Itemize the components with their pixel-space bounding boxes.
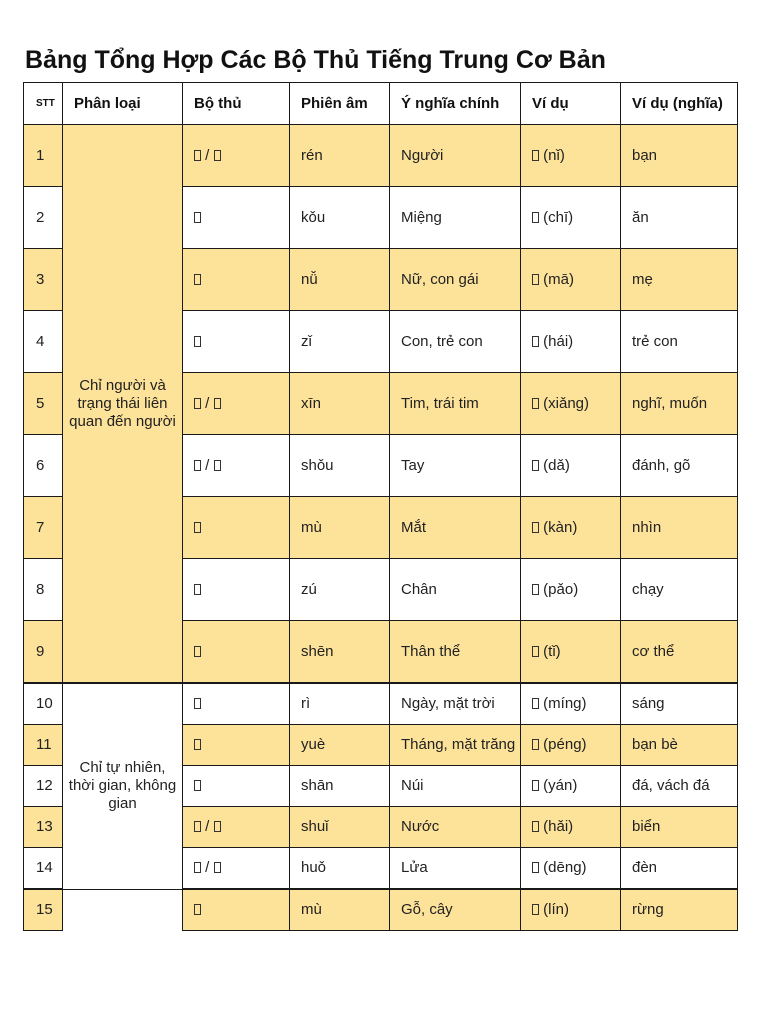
meaning-value: Gỗ, cây: [401, 901, 453, 918]
stt-value: 5: [36, 394, 45, 412]
example-pinyin: (chī): [539, 208, 574, 226]
missing-glyph-icon: [532, 274, 539, 285]
stt-cell: [24, 497, 63, 559]
example-cell: [521, 125, 621, 187]
example-pinyin: (mā): [539, 270, 574, 288]
example-pinyin: (xiǎng): [539, 394, 590, 412]
missing-glyph-icon: [532, 862, 539, 873]
stt-value: 15: [36, 901, 53, 918]
missing-glyph-icon: [194, 584, 201, 595]
radical-cell: [183, 725, 290, 766]
pinyin-cell: [290, 766, 390, 807]
missing-glyph-icon: [214, 821, 221, 832]
example-pinyin: (hái): [539, 332, 574, 350]
stt-value: 7: [36, 518, 45, 536]
stt-value: 14: [36, 859, 53, 876]
example-meaning-cell: [621, 311, 738, 373]
missing-glyph-icon: [194, 862, 201, 873]
meaning-cell: [390, 725, 521, 766]
example-meaning-cell: [621, 621, 738, 684]
column-header-category: Phân loại: [63, 83, 183, 125]
stt-value: 11: [36, 736, 52, 753]
example-meaning-cell: [621, 766, 738, 807]
example-pinyin: (yán): [539, 777, 578, 794]
meaning-value: Tay: [401, 456, 425, 474]
radical-cell: [183, 497, 290, 559]
stt-cell: [24, 125, 63, 187]
meaning-value: Miệng: [401, 208, 442, 226]
meaning-value: Ngày, mặt trời: [401, 695, 495, 712]
missing-glyph-icon: [532, 212, 539, 223]
stt-value: 10: [36, 695, 53, 712]
missing-glyph-icon: [194, 904, 201, 915]
stt-cell: [24, 187, 63, 249]
example-meaning-value: rừng: [632, 901, 664, 918]
pinyin-value: shān: [301, 777, 334, 794]
example-pinyin: (dǎ): [539, 456, 570, 474]
stt-value: 3: [36, 270, 45, 288]
missing-glyph-icon: [214, 862, 221, 873]
radical-cell: [183, 848, 290, 890]
pinyin-cell: [290, 311, 390, 373]
missing-glyph-icon: [532, 821, 539, 832]
radical-cell: [183, 435, 290, 497]
example-meaning-cell: [621, 497, 738, 559]
column-header-stt: STT: [24, 83, 63, 125]
example-pinyin: (míng): [539, 695, 587, 712]
example-meaning-cell: [621, 848, 738, 890]
stt-cell: [24, 683, 63, 725]
header-row: [24, 83, 738, 125]
stt-cell: [24, 249, 63, 311]
example-meaning-value: đánh, gõ: [632, 456, 691, 474]
stt-cell: [24, 435, 63, 497]
example-meaning-cell: [621, 807, 738, 848]
meaning-cell: [390, 559, 521, 621]
pinyin-cell: [290, 848, 390, 890]
stt-value: 1: [36, 146, 45, 164]
example-meaning-cell: [621, 889, 738, 931]
example-cell: [521, 725, 621, 766]
radical-cell: [183, 249, 290, 311]
example-meaning-cell: [621, 725, 738, 766]
table-body: [24, 125, 738, 931]
missing-glyph-icon: [532, 904, 539, 915]
meaning-value: Nước: [401, 818, 440, 835]
example-cell: [521, 435, 621, 497]
column-header-radical: Bộ thủ: [183, 83, 290, 125]
pinyin-value: rén: [301, 146, 323, 164]
missing-glyph-icon: [194, 398, 201, 409]
meaning-value: Tháng, mặt trăng: [401, 736, 516, 753]
example-meaning-cell: [621, 559, 738, 621]
table-row: [24, 889, 738, 931]
meaning-cell: [390, 683, 521, 725]
example-meaning-cell: [621, 187, 738, 249]
meaning-value: Chân: [401, 580, 437, 598]
stt-value: 12: [36, 777, 53, 794]
pinyin-value: mù: [301, 901, 322, 918]
missing-glyph-icon: [532, 336, 539, 347]
missing-glyph-icon: [532, 522, 539, 533]
example-meaning-value: đèn: [632, 859, 658, 876]
meaning-cell: [390, 249, 521, 311]
example-cell: [521, 373, 621, 435]
radical-cell: [183, 125, 290, 187]
page-title: Bảng Tổng Hợp Các Bộ Thủ Tiếng Trung Cơ Bản: [25, 46, 606, 74]
meaning-cell: [390, 497, 521, 559]
stt-cell: [24, 807, 63, 848]
missing-glyph-icon: [194, 212, 201, 223]
radical-cell: [183, 187, 290, 249]
stt-value: 6: [36, 456, 45, 474]
pinyin-value: rì: [301, 695, 311, 712]
example-pinyin: (hǎi): [539, 818, 574, 835]
radical-cell: [183, 766, 290, 807]
missing-glyph-icon: [194, 646, 201, 657]
category-cell: Chỉ người và trạng thái liên quan đến người: [63, 125, 183, 684]
stt-value: 13: [36, 818, 53, 835]
radical-cell: [183, 683, 290, 725]
example-pinyin: (tǐ): [539, 642, 561, 660]
pinyin-cell: [290, 125, 390, 187]
example-meaning-value: nhìn: [632, 518, 662, 536]
missing-glyph-icon: [194, 522, 201, 533]
stt-cell: [24, 725, 63, 766]
missing-glyph-icon: [194, 739, 201, 750]
example-meaning-value: bạn: [632, 146, 658, 164]
example-cell: [521, 559, 621, 621]
example-meaning-cell: [621, 249, 738, 311]
radical-separator: /: [201, 818, 214, 835]
meaning-cell: [390, 125, 521, 187]
example-meaning-cell: [621, 683, 738, 725]
radical-separator: /: [201, 394, 214, 412]
meaning-cell: [390, 766, 521, 807]
category-cell: Chỉ tự nhiên, thời gian, không gian: [63, 683, 183, 889]
table-row: [24, 125, 738, 187]
radical-separator: /: [201, 859, 214, 876]
pinyin-value: shēn: [301, 642, 334, 660]
pinyin-cell: [290, 807, 390, 848]
meaning-cell: [390, 311, 521, 373]
example-meaning-cell: [621, 125, 738, 187]
stt-cell: [24, 373, 63, 435]
missing-glyph-icon: [214, 460, 221, 471]
meaning-cell: [390, 848, 521, 890]
example-cell: [521, 848, 621, 890]
meaning-cell: [390, 373, 521, 435]
example-meaning-value: mẹ: [632, 270, 653, 288]
column-header-example-meaning: Ví dụ (nghĩa): [621, 83, 738, 125]
pinyin-cell: [290, 725, 390, 766]
meaning-value: Thân thể: [401, 642, 461, 660]
stt-cell: [24, 559, 63, 621]
meaning-value: Lửa: [401, 859, 428, 876]
pinyin-value: yuè: [301, 736, 326, 753]
stt-cell: [24, 889, 63, 931]
pinyin-cell: [290, 683, 390, 725]
pinyin-value: shuǐ: [301, 818, 329, 835]
missing-glyph-icon: [214, 150, 221, 161]
missing-glyph-icon: [532, 646, 539, 657]
missing-glyph-icon: [214, 398, 221, 409]
missing-glyph-icon: [194, 780, 201, 791]
radical-cell: [183, 311, 290, 373]
pinyin-cell: [290, 497, 390, 559]
missing-glyph-icon: [532, 460, 539, 471]
missing-glyph-icon: [532, 584, 539, 595]
stt-value: 4: [36, 332, 45, 350]
radical-cell: [183, 373, 290, 435]
table-row: [24, 683, 738, 725]
meaning-value: Tim, trái tim: [401, 394, 479, 412]
meaning-cell: [390, 621, 521, 684]
example-meaning-cell: [621, 373, 738, 435]
column-header-meaning: Ý nghĩa chính: [390, 83, 521, 125]
radical-cell: [183, 621, 290, 684]
stt-cell: [24, 621, 63, 684]
meaning-value: Núi: [401, 777, 424, 794]
example-pinyin: (péng): [539, 736, 587, 753]
missing-glyph-icon: [532, 698, 539, 709]
missing-glyph-icon: [194, 460, 201, 471]
missing-glyph-icon: [194, 274, 201, 285]
meaning-value: Mắt: [401, 518, 427, 536]
pinyin-value: xīn: [301, 394, 322, 412]
radical-cell: [183, 559, 290, 621]
example-meaning-value: cơ thể: [632, 642, 675, 660]
pinyin-cell: [290, 187, 390, 249]
missing-glyph-icon: [532, 780, 539, 791]
example-cell: [521, 497, 621, 559]
example-pinyin: (nǐ): [539, 146, 565, 164]
pinyin-value: zǐ: [301, 332, 312, 350]
meaning-cell: [390, 889, 521, 931]
radical-separator: /: [201, 146, 214, 164]
example-cell: [521, 249, 621, 311]
example-meaning-value: trẻ con: [632, 332, 678, 350]
example-meaning-value: đá, vách đá: [632, 777, 710, 794]
stt-value: 8: [36, 580, 45, 598]
pinyin-value: kǒu: [301, 208, 326, 226]
pinyin-cell: [290, 249, 390, 311]
missing-glyph-icon: [532, 739, 539, 750]
meaning-cell: [390, 807, 521, 848]
category-cell-empty: [63, 889, 183, 931]
stt-value: 9: [36, 642, 45, 660]
example-meaning-value: nghĩ, muốn: [632, 394, 708, 412]
radical-cell: [183, 807, 290, 848]
column-header-example: Ví dụ: [521, 83, 621, 125]
example-pinyin: (kàn): [539, 518, 578, 536]
pinyin-cell: [290, 889, 390, 931]
pinyin-cell: [290, 435, 390, 497]
meaning-value: Người: [401, 146, 444, 164]
pinyin-value: nǚ: [301, 270, 318, 288]
column-header-pinyin: Phiên âm: [290, 83, 390, 125]
meaning-value: Nữ, con gái: [401, 270, 479, 288]
radicals-table: [23, 82, 738, 931]
example-meaning-value: ăn: [632, 208, 649, 226]
pinyin-cell: [290, 621, 390, 684]
meaning-value: Con, trẻ con: [401, 332, 483, 350]
pinyin-cell: [290, 559, 390, 621]
example-meaning-value: chạy: [632, 580, 664, 598]
radical-separator: /: [201, 456, 214, 474]
stt-value: 2: [36, 208, 45, 226]
example-cell: [521, 311, 621, 373]
pinyin-value: mù: [301, 518, 322, 536]
missing-glyph-icon: [194, 336, 201, 347]
example-meaning-value: sáng: [632, 695, 665, 712]
example-cell: [521, 807, 621, 848]
example-meaning-cell: [621, 435, 738, 497]
pinyin-cell: [290, 373, 390, 435]
missing-glyph-icon: [532, 150, 539, 161]
pinyin-value: zú: [301, 580, 317, 598]
example-cell: [521, 766, 621, 807]
example-cell: [521, 187, 621, 249]
example-cell: [521, 621, 621, 684]
example-pinyin: (lín): [539, 901, 569, 918]
example-cell: [521, 683, 621, 725]
missing-glyph-icon: [194, 698, 201, 709]
missing-glyph-icon: [532, 398, 539, 409]
example-cell: [521, 889, 621, 931]
example-pinyin: (pǎo): [539, 580, 579, 598]
stt-cell: [24, 766, 63, 807]
example-meaning-value: bạn bè: [632, 736, 678, 753]
pinyin-value: huǒ: [301, 859, 327, 876]
pinyin-value: shǒu: [301, 456, 334, 474]
meaning-cell: [390, 187, 521, 249]
missing-glyph-icon: [194, 821, 201, 832]
radical-cell: [183, 889, 290, 931]
example-meaning-value: biển: [632, 818, 661, 835]
stt-cell: [24, 848, 63, 890]
stt-cell: [24, 311, 63, 373]
meaning-cell: [390, 435, 521, 497]
example-pinyin: (dēng): [539, 859, 587, 876]
missing-glyph-icon: [194, 150, 201, 161]
